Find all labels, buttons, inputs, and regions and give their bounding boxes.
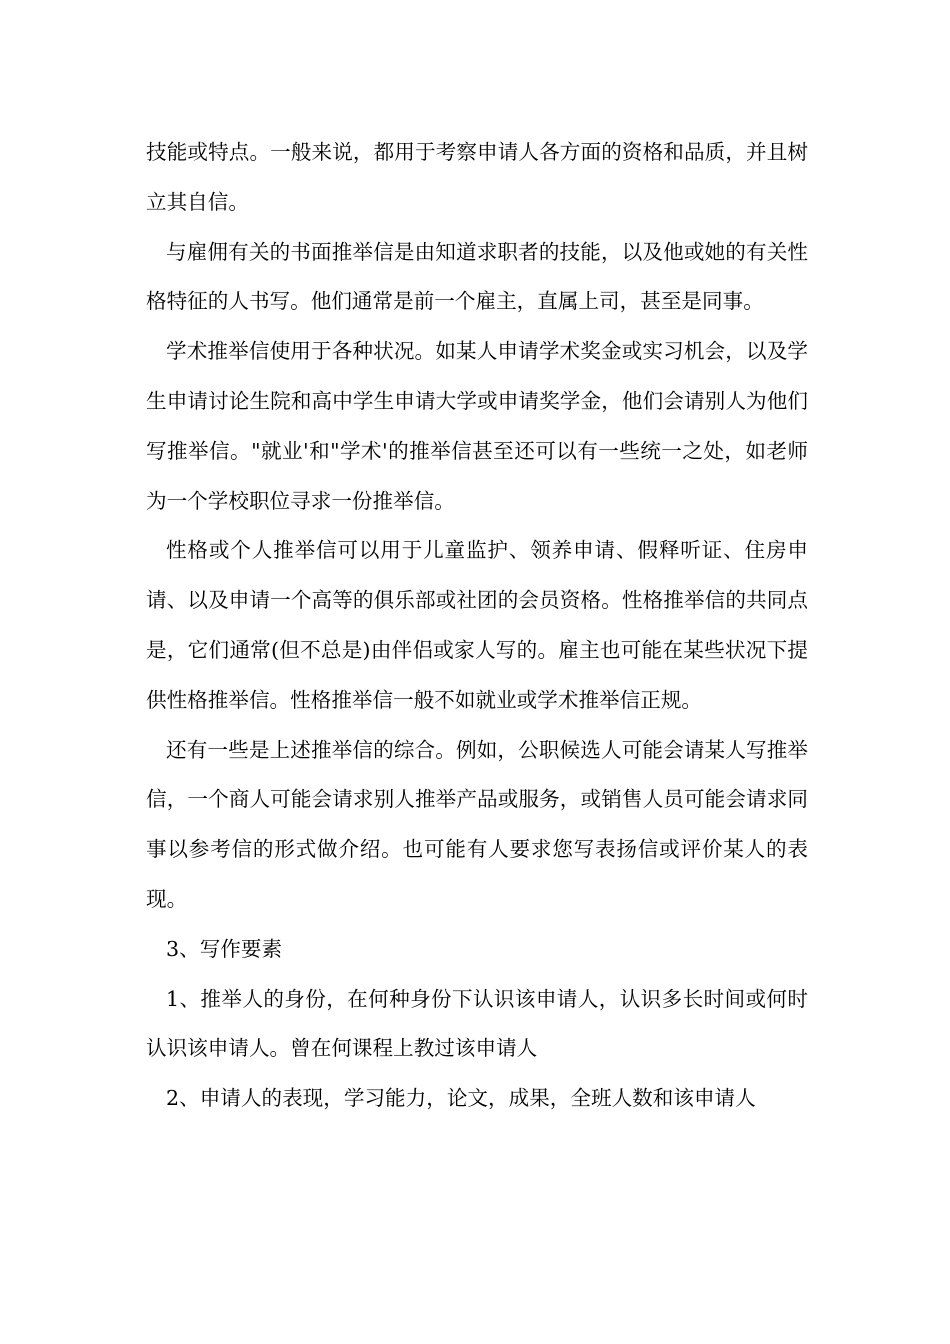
section-heading-writing-elements: 3、写作要素	[166, 936, 283, 961]
paragraph-2: 与雇佣有关的书面推举信是由知道求职者的技能，以及他或她的有关性格特征的人书写。他们通常是前一个雇主，直属上司，甚至是同事。	[146, 239, 808, 314]
paragraph-5: 还有一些是上述推举信的综合。例如，公职候选人可能会请某人写推举信，一个商人可能会请求别人推举产品或服务，或销售人员可能会请求同事以参考信的形式做介绍。也可能有人要求您写表扬信或评价某人的表现。	[146, 737, 808, 911]
document-page	[146, 128, 808, 1124]
paragraph-3: 学术推举信使用于各种状况。如某人申请学术奖金或实习机会，以及学生申请讨论生院和高中学生申请大学或申请奖学金，他们会请别人为他们写推举信。"就业'和"学术'的推举信甚至还可以有一些统一之处，如老师为一个学校职位寻求一份推举信。	[146, 339, 808, 513]
paragraph-1: 技能或特点。一般来说，都用于考察申请人各方面的资格和品质，并且树立其自信。	[146, 140, 808, 214]
paragraph-4: 性格或个人推举信可以用于儿童监护、领养申请、假释听证、住房申请、以及申请一个高等的俱乐部或社团的会员资格。性格推举信的共同点是，它们通常(但不总是)由伴侣或家人写的。雇主也可能在某些状况下提供性格推举信。性格推举信一般不如就业或学术推举信正规。	[146, 538, 808, 712]
list-item-1: 1、推举人的身份，在何种身份下认识该申请人，认识多长时间或何时认识该申请人。曾在何课程上教过该申请人	[146, 986, 808, 1061]
list-item-2: 2、申请人的表现，学习能力，论文，成果，全班人数和该申请人	[166, 1086, 756, 1111]
